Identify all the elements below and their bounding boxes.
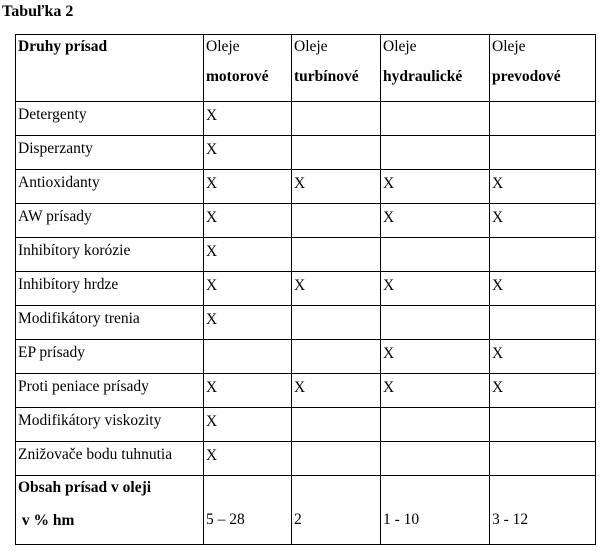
mark-cell [292, 204, 381, 238]
mark-cell [292, 442, 381, 476]
row-label-cell [16, 170, 204, 204]
mark-cell [204, 306, 292, 340]
mark-cell [204, 340, 292, 374]
header-line1: Oleje [383, 38, 417, 55]
mark-cell [490, 306, 596, 340]
row-label-cell [16, 340, 204, 374]
row-label: Antioxidanty [18, 174, 100, 191]
mark: X [383, 277, 395, 294]
table-row [16, 374, 596, 408]
row-label: Inhibítory korózie [18, 242, 131, 259]
row-label: Disperzanty [18, 140, 93, 157]
header-line1: Oleje [294, 38, 328, 55]
row-label-cell [16, 408, 204, 442]
row-label-cell [16, 306, 204, 340]
table-row [16, 442, 596, 476]
header-cell-additive-type [16, 35, 204, 102]
mark-cell [381, 408, 490, 442]
mark: X [383, 379, 395, 396]
footer-value: 5 – 28 [204, 476, 292, 545]
mark-cell [490, 340, 596, 374]
header-line2: turbínové [294, 68, 359, 85]
header-cell-hydraulic [381, 35, 490, 102]
mark-cell [490, 204, 596, 238]
row-label: Modifikátory trenia [18, 310, 140, 327]
mark: X [383, 345, 395, 362]
mark-cell [381, 170, 490, 204]
mark-cell [490, 238, 596, 272]
header-line2: hydraulické [383, 68, 463, 85]
mark-cell [381, 136, 490, 170]
row-label: Detergenty [18, 106, 87, 123]
mark-cell [204, 136, 292, 170]
table-row [16, 340, 596, 374]
header-line1: Oleje [492, 38, 526, 55]
mark: X [206, 277, 218, 294]
mark-cell [381, 442, 490, 476]
mark-cell [292, 374, 381, 408]
mark-cell [292, 408, 381, 442]
mark: X [492, 379, 504, 396]
mark-cell [204, 238, 292, 272]
header-row [16, 35, 596, 102]
row-label: Inhibítory hrdze [18, 276, 119, 293]
row-label-cell [16, 272, 204, 306]
mark-cell [490, 408, 596, 442]
mark-cell [381, 204, 490, 238]
footer-value: 2 [292, 476, 381, 545]
row-label: Znižovače bodu tuhnutia [18, 446, 173, 463]
mark-cell [292, 102, 381, 136]
footer-value: 1 - 10 [381, 476, 490, 545]
footer-line2: v % hm [18, 512, 75, 529]
mark-cell [204, 442, 292, 476]
mark-cell [204, 170, 292, 204]
mark-cell [204, 204, 292, 238]
mark-cell [204, 374, 292, 408]
mark: X [294, 379, 306, 396]
mark: X [206, 175, 218, 192]
table-row [16, 136, 596, 170]
footer-row [16, 476, 596, 545]
row-label-cell [16, 136, 204, 170]
mark-cell [490, 170, 596, 204]
mark-cell [490, 272, 596, 306]
mark: X [383, 175, 395, 192]
table-row [16, 102, 596, 136]
mark-cell [204, 102, 292, 136]
mark: X [294, 277, 306, 294]
row-label-cell [16, 238, 204, 272]
mark-cell [204, 272, 292, 306]
row-label: Proti peniace prísady [18, 378, 149, 395]
row-label-cell [16, 204, 204, 238]
mark: X [294, 175, 306, 192]
row-label: Modifikátory viskozity [18, 412, 162, 429]
row-label: EP prísady [18, 344, 86, 361]
mark-cell [381, 306, 490, 340]
header-label: Druhy prísad [18, 38, 108, 55]
footer-label-cell [16, 476, 204, 545]
mark-cell [292, 306, 381, 340]
header-line2: prevodové [492, 68, 561, 85]
additives-table [15, 34, 596, 545]
mark: X [492, 209, 504, 226]
header-cell-motor [204, 35, 292, 102]
mark: X [206, 209, 218, 226]
header-cell-turbine [292, 35, 381, 102]
mark: X [383, 209, 395, 226]
row-label-cell [16, 442, 204, 476]
mark: X [492, 345, 504, 362]
mark-cell [381, 374, 490, 408]
table-row [16, 408, 596, 442]
mark-cell [490, 136, 596, 170]
table-row [16, 204, 596, 238]
row-label-cell [16, 374, 204, 408]
mark-cell [490, 374, 596, 408]
mark: X [206, 243, 218, 260]
header-line2: motorové [206, 68, 269, 85]
table-caption: Tabuľka 2 [2, 3, 74, 20]
mark-cell [292, 170, 381, 204]
mark-cell [292, 238, 381, 272]
table-row [16, 306, 596, 340]
table-row [16, 238, 596, 272]
mark-cell [292, 136, 381, 170]
mark: X [206, 379, 218, 396]
mark: X [206, 141, 218, 158]
mark: X [492, 175, 504, 192]
mark-cell [381, 340, 490, 374]
row-label-cell [16, 102, 204, 136]
footer-line1: Obsah prísad v oleji [18, 479, 152, 496]
mark: X [206, 311, 218, 328]
mark: X [206, 107, 218, 124]
mark: X [206, 447, 218, 464]
row-label: AW prísady [18, 208, 92, 225]
mark-cell [292, 340, 381, 374]
mark-cell [381, 238, 490, 272]
mark: X [492, 277, 504, 294]
mark-cell [490, 442, 596, 476]
mark: X [206, 413, 218, 430]
mark-cell [490, 102, 596, 136]
table-row [16, 170, 596, 204]
table-row [16, 272, 596, 306]
footer-value: 3 - 12 [490, 476, 596, 545]
header-cell-gear [490, 35, 596, 102]
header-line1: Oleje [206, 38, 240, 55]
mark-cell [204, 408, 292, 442]
mark-cell [381, 102, 490, 136]
mark-cell [292, 272, 381, 306]
mark-cell [381, 272, 490, 306]
